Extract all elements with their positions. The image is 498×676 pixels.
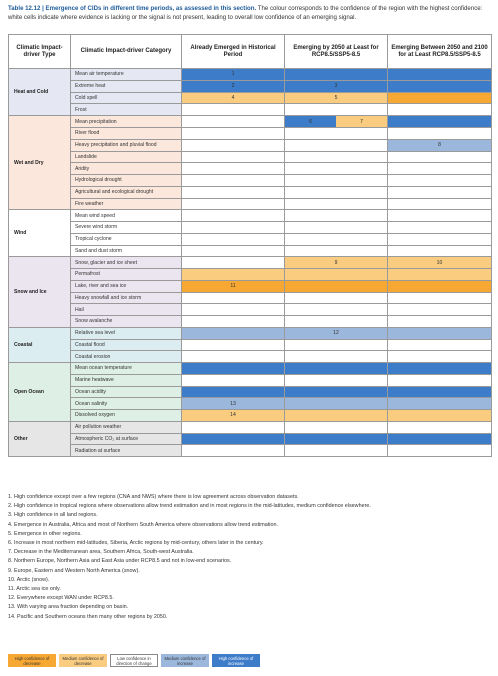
confidence-cell [182, 151, 285, 163]
confidence-cell [285, 210, 388, 222]
confidence-cell [182, 410, 285, 422]
table-caption [8, 5, 492, 22]
table-title: Emergence of CIDs in different time periods, as assessed in this section. [45, 5, 257, 12]
table-row [9, 410, 492, 422]
confidence-cell [182, 104, 285, 116]
footnote: 2. High confidence in tropical regions where observations allow trend estimation and in most regions in the mid-latitudes, medium confidence elsewhere. [8, 503, 371, 510]
confidence-cell [285, 304, 388, 316]
table-row [9, 280, 492, 292]
confidence-cell [285, 92, 388, 104]
table-row [9, 398, 492, 410]
confidence-cell [285, 327, 388, 339]
cid-category-cell: Permafrost [71, 269, 182, 281]
cid-type-cell: Wet and Dry [9, 116, 71, 210]
table-row [9, 257, 492, 269]
table-row [9, 374, 492, 386]
cid-category-cell: Coastal erosion [71, 351, 182, 363]
confidence-cell [285, 198, 388, 210]
confidence-cell [285, 233, 388, 245]
cid-category-cell: Ocean acidity [71, 386, 182, 398]
footnote: 10. Arctic (snow). [8, 576, 50, 583]
footnote: 1. High confidence except over a few regions (CNA and NWS) where there is low agreement across observation datasets. [8, 494, 299, 500]
table-footnotes [8, 493, 492, 622]
legend-item: Medium confidence of decrease [59, 654, 107, 667]
confidence-cell [285, 69, 388, 81]
confidence-cell [388, 104, 492, 116]
table-row [9, 186, 492, 198]
cell-note-ref: 9 [334, 259, 338, 266]
footnote: 8. Northern Europe, Northern Asia and East Asia under RCP8.5 and not in low-end scenarios. [8, 558, 232, 565]
confidence-cell [182, 304, 285, 316]
confidence-cell [388, 339, 492, 351]
confidence-cell [285, 139, 388, 151]
confidence-cell [182, 128, 285, 140]
header-emerging-2050: Emerging by 2050 at Least for RCP8.5/SSP5-8.5 [285, 35, 388, 69]
confidence-cell [388, 410, 492, 422]
cid-category-cell: Mean air temperature [71, 69, 182, 81]
confidence-cell [285, 316, 388, 328]
cell-note-ref: 13 [230, 400, 236, 407]
footnote: 14. Pacific and Southern oceans then many other regions by 2050. [8, 613, 168, 620]
cid-category-cell: Coastal flood [71, 339, 182, 351]
confidence-cell [388, 257, 492, 269]
cid-type-cell: Wind [9, 210, 71, 257]
confidence-cell [182, 163, 285, 175]
confidence-cell [182, 198, 285, 210]
confidence-cell [182, 92, 285, 104]
footnote: 3. High confidence in all land regions. [8, 512, 98, 519]
confidence-cell [182, 374, 285, 386]
confidence-cell [182, 116, 285, 128]
confidence-cell [388, 445, 492, 457]
table-row [9, 210, 492, 222]
confidence-cell [285, 151, 388, 163]
confidence-cell [388, 327, 492, 339]
confidence-cell [182, 139, 285, 151]
confidence-cell [285, 374, 388, 386]
legend-item: High confidence of decrease [8, 654, 56, 667]
cid-type-cell: Heat and Cold [9, 69, 71, 116]
footnote: 13. With varying area fraction depending on basin. [8, 604, 129, 611]
confidence-cell [182, 339, 285, 351]
table-row [9, 421, 492, 433]
confidence-cell [388, 421, 492, 433]
cid-category-cell: Lake, river and sea ice [71, 280, 182, 292]
cid-category-cell: Marine heatwave [71, 374, 182, 386]
table-row [9, 92, 492, 104]
confidence-cell [388, 269, 492, 281]
confidence-cell [285, 186, 388, 198]
table-row [9, 69, 492, 81]
confidence-cell [285, 280, 388, 292]
confidence-cell [182, 186, 285, 198]
header-emerging-2100: Emerging Between 2050 and 2100 for at Least RCP8.5/SSP5-8.5 [388, 35, 492, 69]
table-row [9, 151, 492, 163]
confidence-cell [182, 316, 285, 328]
legend-item: Low confidence in direction of change [110, 654, 158, 667]
table-row [9, 128, 492, 140]
confidence-cell [388, 210, 492, 222]
table-row [9, 339, 492, 351]
table-row [9, 175, 492, 187]
confidence-cell [182, 421, 285, 433]
table-row [9, 163, 492, 175]
cid-category-cell: Agricultural and ecological drought [71, 186, 182, 198]
confidence-cell [285, 292, 388, 304]
cid-category-cell: Mean precipitation [71, 116, 182, 128]
table-row [9, 327, 492, 339]
confidence-cell [285, 163, 388, 175]
confidence-cell [285, 445, 388, 457]
confidence-cell [388, 151, 492, 163]
cell-note-ref: 4 [231, 94, 235, 101]
confidence-cell [182, 398, 285, 410]
table-row [9, 445, 492, 457]
confidence-cell [182, 351, 285, 363]
confidence-cell [182, 292, 285, 304]
cid-category-cell: Heavy precipitation and pluvial flood [71, 139, 182, 151]
confidence-cell [388, 433, 492, 445]
confidence-cell [388, 374, 492, 386]
table-row [9, 222, 492, 234]
confidence-cell [285, 116, 388, 128]
table-row [9, 80, 492, 92]
cell-note-ref: 3 [334, 83, 338, 90]
confidence-cell [388, 139, 492, 151]
cid-category-cell: Tropical cyclone [71, 233, 182, 245]
confidence-cell [388, 222, 492, 234]
confidence-cell [285, 398, 388, 410]
confidence-cell [182, 445, 285, 457]
confidence-cell [388, 198, 492, 210]
confidence-cell [388, 386, 492, 398]
cid-category-cell: Severe wind storm [71, 222, 182, 234]
cid-category-cell: Radiation at surface [71, 445, 182, 457]
confidence-cell [285, 222, 388, 234]
confidence-cell [388, 69, 492, 81]
table-description: The colour corresponds to the confidence of the region with the highest confidence: white cells indicate where evidence is lacking or the signal is not present, leading to overall low confidence of an emerging signal. [8, 5, 483, 21]
confidence-cell [182, 257, 285, 269]
cid-category-cell: Mean ocean temperature [71, 363, 182, 375]
table-row [9, 363, 492, 375]
cell-note-ref: 10 [436, 259, 443, 266]
table-number: Table 12.12 | [8, 5, 44, 12]
header-cid-category: Climatic Impact-driver Category [71, 35, 182, 69]
cid-category-cell: Snow avalanche [71, 316, 182, 328]
confidence-cell [285, 433, 388, 445]
footnote: 7. Decrease in the Mediterranean area, Southern Africa, South-west Australia. [8, 549, 194, 556]
confidence-cell [182, 269, 285, 281]
cid-category-cell: Sand and dust storm [71, 245, 182, 257]
legend-item: Medium confidence of increase [161, 654, 209, 667]
confidence-cell [285, 80, 388, 92]
table-row [9, 269, 492, 281]
cell-note-ref: 7 [360, 118, 363, 125]
cid-category-cell: Landslide [71, 151, 182, 163]
cid-category-cell: Hail [71, 304, 182, 316]
confidence-cell [182, 280, 285, 292]
cell-note-ref: 12 [333, 330, 339, 337]
cell-note-ref: 2 [231, 83, 235, 90]
confidence-cell [182, 245, 285, 257]
cid-category-cell: Air pollution weather [71, 421, 182, 433]
cid-type-cell: Open Ocean [9, 363, 71, 422]
table-row [9, 386, 492, 398]
confidence-cell [388, 245, 492, 257]
confidence-cell [182, 233, 285, 245]
table-row [9, 316, 492, 328]
confidence-cell [182, 327, 285, 339]
header-cid-type: Climatic Impact-driver Type [9, 35, 71, 69]
cid-category-cell: River flood [71, 128, 182, 140]
confidence-cell [285, 245, 388, 257]
confidence-cell [285, 410, 388, 422]
cid-category-cell: Heavy snowfall and ice storm [71, 292, 182, 304]
confidence-cell [388, 163, 492, 175]
cid-emergence-table [8, 34, 492, 457]
table-row [9, 245, 492, 257]
confidence-cell [182, 69, 285, 81]
cid-category-cell: Extreme heat [71, 80, 182, 92]
confidence-cell [388, 398, 492, 410]
confidence-cell [285, 386, 388, 398]
confidence-cell-half [285, 116, 336, 127]
cell-note-ref: 5 [334, 94, 338, 101]
confidence-cell [182, 433, 285, 445]
table-row [9, 433, 492, 445]
cid-category-cell: Snow, glacier and ice sheet [71, 257, 182, 269]
confidence-cell [285, 104, 388, 116]
table-row [9, 304, 492, 316]
cid-category-cell: Mean wind speed [71, 210, 182, 222]
confidence-cell [285, 351, 388, 363]
confidence-cell [388, 363, 492, 375]
footnote: 11. Arctic sea ice only. [8, 586, 61, 593]
confidence-cell [388, 92, 492, 104]
header-already-emerged: Already Emerged in Historical Period [182, 35, 285, 69]
footnote: 12. Everywhere except WAN under RCP8.5. [8, 595, 114, 602]
confidence-cell-half [336, 116, 387, 127]
table-row [9, 198, 492, 210]
confidence-cell [285, 269, 388, 281]
confidence-cell [182, 222, 285, 234]
confidence-cell [182, 175, 285, 187]
cid-category-cell: Ocean salinity [71, 398, 182, 410]
confidence-cell [182, 210, 285, 222]
confidence-cell [285, 257, 388, 269]
table-row [9, 292, 492, 304]
cid-category-cell: Fire weather [71, 198, 182, 210]
cell-note-ref: 11 [230, 283, 236, 290]
cid-category-cell: Atmospheric CO₂ at surface [71, 433, 182, 445]
confidence-cell [388, 351, 492, 363]
cell-note-ref: 8 [438, 142, 441, 149]
footnote: 4. Emergence in Australia, Africa and most of Northern South America where observations allow trend estimation. [8, 521, 278, 528]
confidence-cell [388, 80, 492, 92]
confidence-cell [285, 175, 388, 187]
cell-note-ref: 14 [230, 412, 236, 419]
cid-type-cell: Other [9, 421, 71, 456]
cid-type-cell: Coastal [9, 327, 71, 362]
table-row [9, 351, 492, 363]
confidence-cell [285, 339, 388, 351]
legend-item: High confidence of increase [212, 654, 260, 667]
confidence-cell [182, 80, 285, 92]
confidence-cell [388, 175, 492, 187]
cid-category-cell: Dissolved oxygen [71, 410, 182, 422]
confidence-cell [285, 363, 388, 375]
footnote: 5. Emergence in other regions. [8, 530, 82, 537]
confidence-legend [8, 654, 260, 667]
table-row [9, 116, 492, 128]
confidence-cell [388, 280, 492, 292]
confidence-cell [388, 316, 492, 328]
confidence-cell [285, 128, 388, 140]
confidence-cell [388, 304, 492, 316]
cid-category-cell: Aridity [71, 163, 182, 175]
confidence-cell [285, 421, 388, 433]
cid-category-cell: Relative sea level [71, 327, 182, 339]
confidence-cell [388, 233, 492, 245]
cid-category-cell: Cold spell [71, 92, 182, 104]
confidence-cell [388, 116, 492, 128]
cell-note-ref: 1 [231, 71, 235, 78]
confidence-cell [388, 186, 492, 198]
confidence-cell [182, 363, 285, 375]
cell-note-ref: 6 [309, 118, 312, 125]
table-row [9, 233, 492, 245]
confidence-cell [388, 292, 492, 304]
footnote: 6. Increase in most northern mid-latitudes, Siberia, Arctic regions by mid-century, others later in the century. [8, 540, 264, 547]
table-row [9, 104, 492, 116]
cid-category-cell: Frost [71, 104, 182, 116]
table-header-row [9, 35, 492, 69]
table-row [9, 139, 492, 151]
confidence-cell [388, 128, 492, 140]
confidence-cell [182, 386, 285, 398]
cid-type-cell: Snow and Ice [9, 257, 71, 328]
cid-category-cell: Hydrological drought [71, 175, 182, 187]
footnote: 9. Europe, Eastern and Western North America (snow). [8, 567, 140, 574]
